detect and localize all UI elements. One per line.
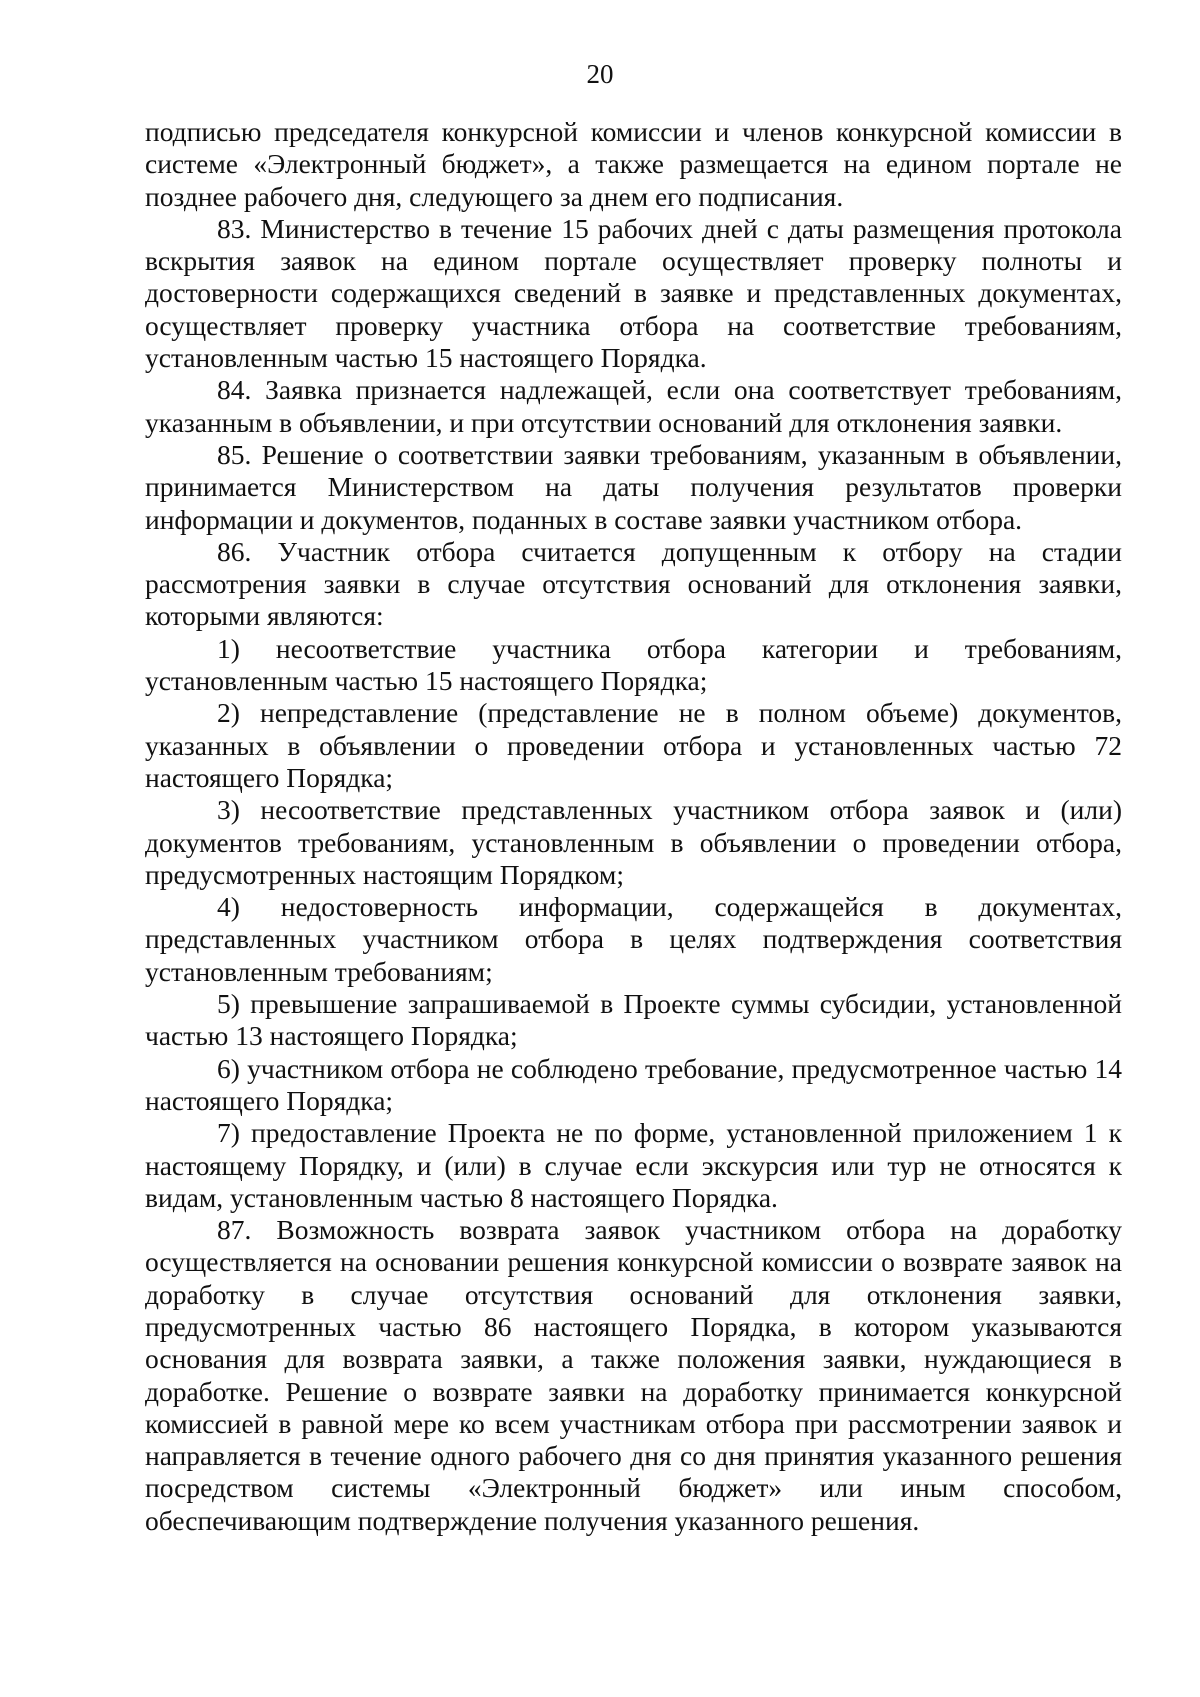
paragraph: 84. Заявка признается надлежащей, если она соответствует требованиям, указанным в объявлении, и при отсутствии оснований для отклонения заявки. xyxy=(145,374,1122,438)
paragraph: 6) участником отбора не соблюдено требование, предусмотренное частью 14 настоящего Порядка; xyxy=(145,1052,1122,1116)
page-number: 20 xyxy=(586,59,614,89)
paragraph: 87. Возможность возврата заявок участником отбора на доработку осуществляется на основании решения конкурсной комиссии о возврате заявок на доработку в случае отсутствия оснований для отклонения заявки, предусмотренных частью 86 настоящего Порядка, в котором указываются основания для возврата заявки, а также положения заявки, нуждающиеся в доработке. Решение о возврате заявки на доработку принимается конкурсной комиссией в равной мере ко всем участникам отбора при рассмотрении заявок и направляется в течение одного рабочего дня со дня принятия указанного решения посредством системы «Электронный бюджет» или иным способом, обеспечивающим подтверждение получения указанного решения. xyxy=(145,1214,1122,1536)
paragraph: 5) превышение запрашиваемой в Проекте суммы субсидии, установленной частью 13 настоящего Порядка; xyxy=(145,988,1122,1052)
paragraph: 3) несоответствие представленных участником отбора заявок и (или) документов требованиям, установленным в объявлении о проведении отбора, предусмотренных настоящим Порядком; xyxy=(145,794,1122,890)
paragraph: 1) несоответствие участника отбора категории и требованиям, установленным частью 15 настоящего Порядка; xyxy=(145,632,1122,697)
paragraph: подписью председателя конкурсной комиссии и членов конкурсной комиссии в системе «Электронный бюджет», а также размещается на едином портале не позднее рабочего дня, следующего за днем его подписания. xyxy=(145,116,1122,212)
document-body xyxy=(145,116,1122,1537)
paragraph: 7) предоставление Проекта не по форме, установленной приложением 1 к настоящему Порядку, и (или) в случае если экскурсия или тур не относятся к видам, установленным частью 8 настоящего Порядка. xyxy=(145,1117,1122,1213)
paragraph: 85. Решение о соответствии заявки требованиям, указанным в объявлении, принимается Министерством на даты получения результатов проверки информации и документов, поданных в составе заявки участником отбора. xyxy=(145,438,1122,535)
paragraph: 2) непредставление (представление не в полном объеме) документов, указанных в объявлении о проведении отбора и установленных частью 72 настоящего Порядка; xyxy=(145,697,1122,793)
paragraph: 86. Участник отбора считается допущенным к отбору на стадии рассмотрения заявки в случае отсутствия оснований для отклонения заявки, которыми являются: xyxy=(145,535,1122,632)
paragraph: 4) недостоверность информации, содержащейся в документах, представленных участником отбора в целях подтверждения соответствия установленным требованиям; xyxy=(145,891,1122,987)
paragraph: 83. Министерство в течение 15 рабочих дней с даты размещения протокола вскрытия заявок на едином портале осуществляет проверку полноты и достоверности содержащихся сведений в заявке и представленных документах, осуществляет проверку участника отбора на соответствие требованиям, установленным частью 15 настоящего Порядка. xyxy=(145,212,1122,374)
